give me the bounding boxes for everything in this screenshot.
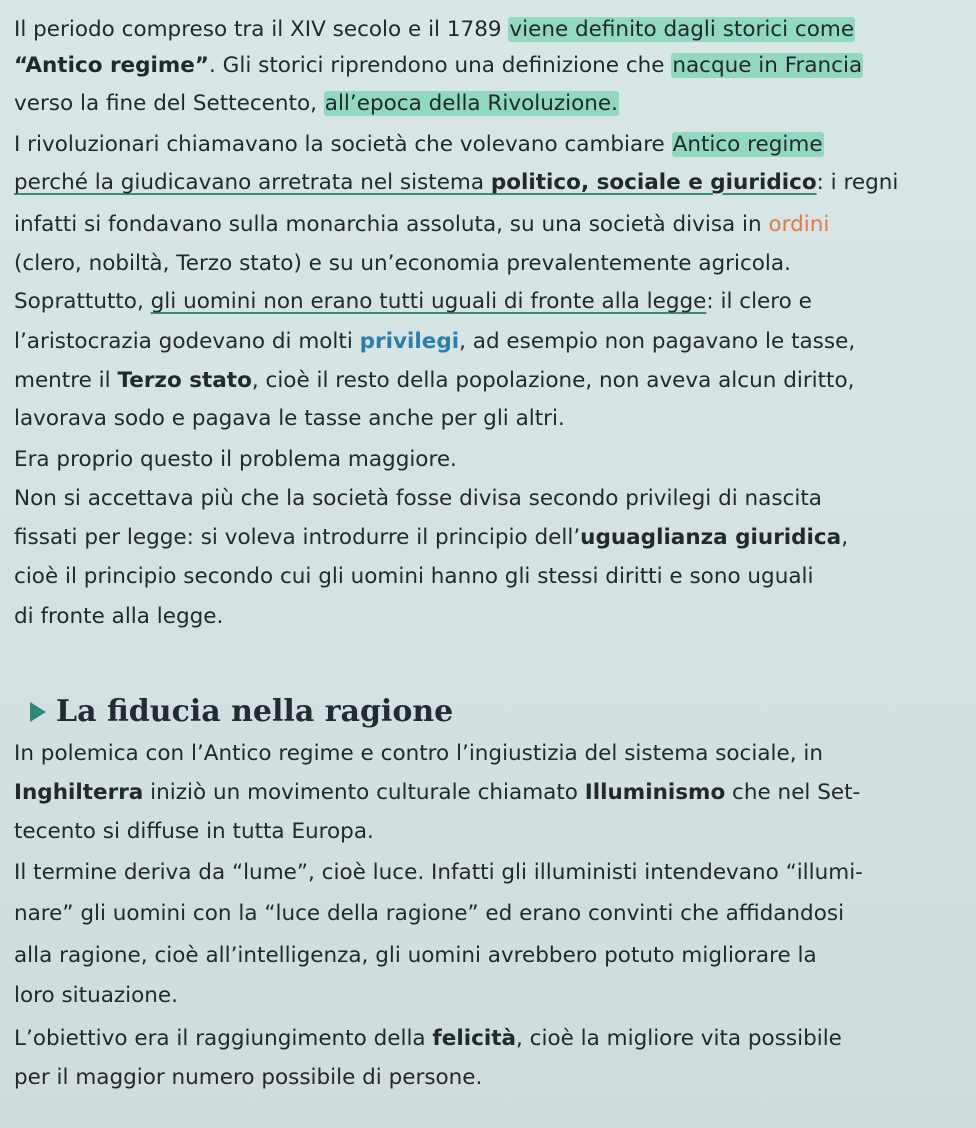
text: lavorava sodo e pagava le tasse anche per gli altri. xyxy=(14,406,565,431)
p3-line1 xyxy=(14,288,960,316)
text: mentre il xyxy=(14,368,118,393)
bold-term: Illuminismo xyxy=(584,780,726,805)
triangle-bullet-icon xyxy=(30,702,46,722)
heading-text: La fiducia nella ragione xyxy=(56,694,454,729)
underlined-text: gli uomini non erano tutti uguali di fronte alla legge xyxy=(150,289,707,314)
text: , cioè la migliore vita possibile xyxy=(516,1026,842,1051)
bold-term: privilegi xyxy=(359,329,460,354)
text: In polemica con l’Antico regime e contro l’ingiustizia del sistema sociale, in xyxy=(14,741,824,766)
p1-line1 xyxy=(14,16,960,44)
bold-term: felicità xyxy=(432,1026,516,1051)
text: : i regni xyxy=(816,170,899,195)
text: . Gli storici riprendono una definizione che xyxy=(209,53,672,78)
highlight: Antico regime xyxy=(672,132,823,157)
p2-line2 xyxy=(14,169,960,197)
p5-line4 xyxy=(14,603,960,631)
p5-line2 xyxy=(14,524,960,552)
p2-line1 xyxy=(14,131,960,159)
bold-term: “Antico regime” xyxy=(14,53,210,78)
text: alla ragione, cioè all’intelligenza, gli uomini avrebbero potuto migliorare la xyxy=(14,943,817,968)
text: infatti si fondavano sulla monarchia assoluta, su una società divisa in xyxy=(14,212,769,237)
text: , cioè il resto della popolazione, non aveva alcun diritto, xyxy=(251,368,855,393)
text: Il periodo compreso tra il XIV secolo e il 1789 xyxy=(14,17,509,42)
p3-line2 xyxy=(14,328,960,356)
p3-line4 xyxy=(14,405,960,433)
bold-term: uguaglianza giuridica xyxy=(580,525,842,550)
p5-line1 xyxy=(14,485,960,513)
p7-line3 xyxy=(14,942,960,970)
bold-term: politico, sociale e giuridico xyxy=(490,170,817,195)
p6-line3 xyxy=(14,818,960,846)
p6-line2 xyxy=(14,779,960,807)
text: nare” gli uomini con la “luce della ragione” ed erano convinti che affidandosi xyxy=(14,901,845,926)
p5-line3 xyxy=(14,563,960,591)
highlight: viene definito dagli storici come xyxy=(509,17,855,42)
text: loro situazione. xyxy=(14,983,178,1008)
p7-line1 xyxy=(14,859,960,887)
text: Il termine deriva da “lume”, cioè luce. Infatti gli illuministi intendevano “illumi- xyxy=(14,860,863,885)
text: verso la fine del Settecento, xyxy=(14,91,324,116)
text: cioè il principio secondo cui gli uomini hanno gli stessi diritti e sono uguali xyxy=(14,564,814,589)
text: I rivoluzionari chiamavano la società che volevano cambiare xyxy=(14,132,672,157)
p3-line3 xyxy=(14,367,960,395)
p7-line2 xyxy=(14,900,960,928)
p2-line4 xyxy=(14,250,960,278)
underlined-text: perché la giudicavano arretrata nel sistema xyxy=(14,170,491,195)
p1-line2 xyxy=(14,52,960,80)
text: Non si accettava più che la società fosse divisa secondo privilegi di nascita xyxy=(14,486,822,511)
text: , xyxy=(841,525,849,550)
p6-line1 xyxy=(14,740,960,768)
text: tecento si diffuse in tutta Europa. xyxy=(14,819,374,844)
text: l’aristocrazia godevano di molti xyxy=(14,329,360,354)
highlight: nacque in Francia xyxy=(672,53,863,78)
bold-term: Inghilterra xyxy=(14,780,144,805)
text: Era proprio questo il problema maggiore. xyxy=(14,447,457,472)
p8-line2 xyxy=(14,1064,960,1092)
text: di fronte alla legge. xyxy=(14,604,224,629)
p2-line3 xyxy=(14,211,960,239)
text: Soprattutto, xyxy=(14,289,151,314)
text: : il clero e xyxy=(706,289,812,314)
p8-line1 xyxy=(14,1025,960,1053)
highlight: all’epoca della Rivoluzione. xyxy=(324,91,618,116)
highlight-orange: ordini xyxy=(768,212,830,237)
text: (clero, nobiltà, Terzo stato) e su un’economia prevalentemente agricola. xyxy=(14,251,791,276)
section-heading xyxy=(14,694,453,729)
text: fissati per legge: si voleva introdurre il principio dell’ xyxy=(14,525,581,550)
text: , ad esempio non pagavano le tasse, xyxy=(459,329,856,354)
p1-line3 xyxy=(14,90,960,118)
bold-term: Terzo stato xyxy=(117,368,252,393)
p7-line4 xyxy=(14,982,960,1010)
text: iniziò un movimento culturale chiamato xyxy=(143,780,585,805)
text: che nel Set- xyxy=(725,780,861,805)
text: L’obiettivo era il raggiungimento della xyxy=(14,1026,433,1051)
p4-line1 xyxy=(14,446,960,474)
text: per il maggior numero possibile di persone. xyxy=(14,1065,483,1090)
